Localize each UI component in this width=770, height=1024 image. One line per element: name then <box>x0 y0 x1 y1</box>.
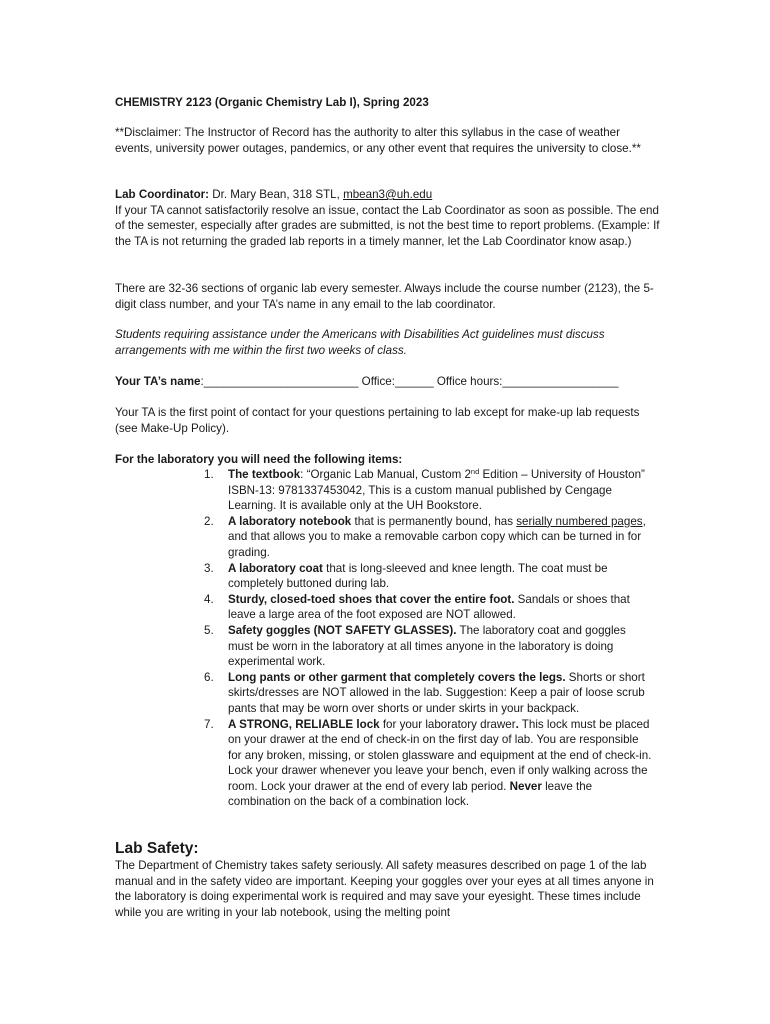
coordinator-line <box>115 187 660 203</box>
coordinator-block <box>115 187 660 249</box>
list-item <box>204 670 652 717</box>
list-item <box>204 592 652 623</box>
item-text: that is permanently bound, has <box>351 514 517 528</box>
item-title: Sturdy, closed-toed shoes that cover the entire foot. <box>228 592 515 606</box>
ta-line <box>115 374 675 390</box>
item-text: Edition – University of Houston” ISBN-13: 9781337453042, This is a custom manual published by Cengage Learning. It is available only at the UH Bookstore. <box>228 468 645 513</box>
coordinator-label: Lab Coordinator: <box>115 188 210 201</box>
item-number: 2. <box>204 514 214 528</box>
item-number: 4. <box>204 592 214 606</box>
list-item <box>204 623 652 670</box>
item-title: A STRONG, RELIABLE lock <box>228 717 380 731</box>
item-number: 7. <box>204 717 214 731</box>
ta-office-blank[interactable]: Office:______ Office hours:__________________ <box>358 375 619 388</box>
ta-name-label: Your TA’s name <box>115 375 201 388</box>
coordinator-note: If your TA cannot satisfactorily resolve an issue, contact the Lab Coordinator as soon as possible. The end of the semester, especially after grades are submitted, is not the best time to report problems. (Example: If the TA is not returning the graded lab reports in a timely manner, let the Lab Coordinator know asap.) <box>115 203 660 248</box>
item-emphasis: Never <box>509 779 542 793</box>
item-title: The textbook <box>228 468 301 481</box>
item-text: leave the combination on the back of a combination lock. <box>228 779 593 809</box>
list-item <box>204 717 652 811</box>
page-title: CHEMISTRY 2123 (Organic Chemistry Lab I), Spring 2023 <box>115 96 429 109</box>
lab-safety-heading: Lab Safety: <box>115 840 199 857</box>
coordinator-email-link[interactable]: mbean3@uh.edu <box>343 188 433 201</box>
item-title: Safety goggles (NOT SAFETY GLASSES). <box>228 623 457 637</box>
coordinator-info: Dr. Mary Bean, 318 STL, <box>209 188 344 201</box>
ada-note: Students requiring assistance under the Americans with Disabilities Act guidelines must discuss arrangements with me within the first two weeks of class. <box>115 328 605 357</box>
item-superscript: nd <box>470 467 480 476</box>
items-heading: For the laboratory you will need the following items: <box>115 453 403 466</box>
item-number: 3. <box>204 561 214 575</box>
item-text: Shorts or short skirts/dresses are NOT allowed in the lab. Suggestion: Keep a pair of loose scrub pants that may be worn over shorts or under skirts in your backpack. <box>228 670 645 715</box>
required-items-list <box>204 467 652 810</box>
item-text: Sandals or shoes that leave a large area of the foot exposed are NOT allowed. <box>228 592 630 622</box>
item-underlined-text: serially numbered pages <box>516 514 643 528</box>
ta-contact: Your TA is the first point of contact for your questions pertaining to lab except for make-up lab requests (see Make-Up Policy). <box>115 406 640 435</box>
disclaimer: **Disclaimer: The Instructor of Record has the authority to alter this syllabus in the case of weather events, university power outages, pandemics, or any other event that requires the university to close.** <box>115 126 641 155</box>
sections-note: There are 32-36 sections of organic lab every semester. Always include the course number (2123), the 5-digit class number, and your TA’s name in any email to the lab coordinator. <box>115 282 654 311</box>
item-text: The laboratory coat and goggles must be worn in the laboratory at all times anyone in the laboratory is doing experimental work. <box>228 623 626 669</box>
lab-safety-text: The Department of Chemistry takes safety seriously. All safety measures described on page 1 of the lab manual and in the safety video are important. Keeping your goggles over your eyes at all times anyone in the laboratory is doing experimental work is required and may save your eyesight. These times include while you are writing in your lab notebook, using the melting point <box>115 859 654 919</box>
item-bold-period: . <box>515 717 519 731</box>
item-text: : “Organic Lab Manual, Custom 2 <box>300 468 471 481</box>
item-text: , and that allows you to make a removable carbon copy which can be turned in for grading. <box>228 514 646 559</box>
ta-name-blank[interactable]: :________________________ <box>200 375 359 388</box>
item-title: A laboratory notebook <box>228 514 352 528</box>
item-title: A laboratory coat <box>228 561 323 575</box>
item-number: 5. <box>204 623 214 637</box>
item-text: for your laboratory drawer <box>379 717 516 731</box>
item-number: 6. <box>204 670 214 684</box>
item-number: 1. <box>204 468 214 481</box>
list-item <box>204 514 652 561</box>
list-item <box>204 561 652 592</box>
item-title: Long pants or other garment that completely covers the legs. <box>228 670 566 684</box>
list-item <box>204 467 652 514</box>
item-text: This lock must be placed on your drawer at the end of check-in on the first day of lab. You are responsible for any broken, missing, or stolen glassware and equipment at the end of check-in. Lock your drawer whenever you leave your bench, even if only walking across the room. Lock your drawer at the end of every lab period. <box>228 717 652 793</box>
item-text: that is long-sleeved and knee length. The coat must be completely buttoned during lab. <box>228 561 608 591</box>
